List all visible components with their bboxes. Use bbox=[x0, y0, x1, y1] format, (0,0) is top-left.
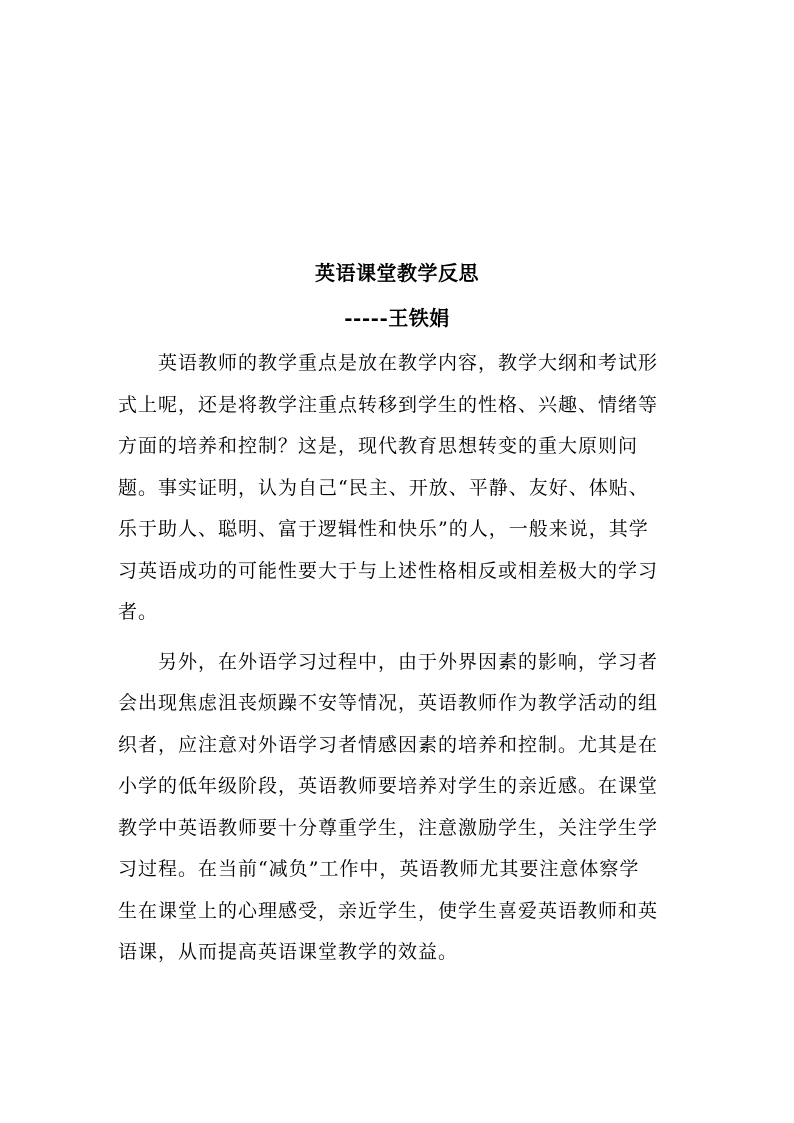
text-line: 乐于助人、聪明、富于逻辑性和快乐”的人，一般来说，其学 bbox=[118, 518, 649, 540]
text-line: 会出现焦虑沮丧烦躁不安等情况，英语教师作为教学活动的组 bbox=[118, 692, 659, 714]
paragraph bbox=[118, 642, 668, 974]
document-title: 英语课堂教学反思 bbox=[315, 261, 479, 285]
text-line: 另外，在外语学习过程中，由于外界因素的影响，学习者 bbox=[118, 650, 659, 673]
text-line: 题。事实证明，认为自己“民主、开放、平静、友好、体贴、 bbox=[118, 476, 649, 499]
text-line: 小学的低年级阶段，英语教师要培养对学生的亲近感。在课堂 bbox=[118, 775, 659, 797]
text-line: 习英语成功的可能性要大于与上述性格相反或相差极大的学习 bbox=[118, 559, 659, 582]
text-line: 英语教师的教学重点是放在教学内容，教学大纲和考试形 bbox=[118, 352, 659, 374]
author-line: -----王铁娟 bbox=[344, 306, 450, 330]
paragraph bbox=[118, 343, 668, 634]
text-line: 语课，从而提高英语课堂教学的效益。 bbox=[118, 941, 459, 963]
paragraph-gap bbox=[118, 634, 668, 642]
text-line: 生在课堂上的心理感受，亲近学生，使学生喜爱英语教师和英 bbox=[118, 899, 659, 922]
text-line: 习过程。在当前“减负”工作中，英语教师尤其要注意体察学 bbox=[118, 858, 640, 880]
text-line: 式上呢，还是将教学注重点转移到学生的性格、兴趣、情绪等 bbox=[118, 393, 659, 416]
text-line: 教学中英语教师要十分尊重学生，注意激励学生，关注学生学 bbox=[118, 816, 659, 839]
text-line: 方面的培养和控制？这是，现代教育思想转变的重大原则问 bbox=[118, 435, 639, 457]
text-line: 织者，应注意对外语学习者情感因素的培养和控制。尤其是在 bbox=[118, 733, 659, 756]
body-text bbox=[118, 343, 668, 974]
text-line: 者。 bbox=[118, 601, 159, 623]
